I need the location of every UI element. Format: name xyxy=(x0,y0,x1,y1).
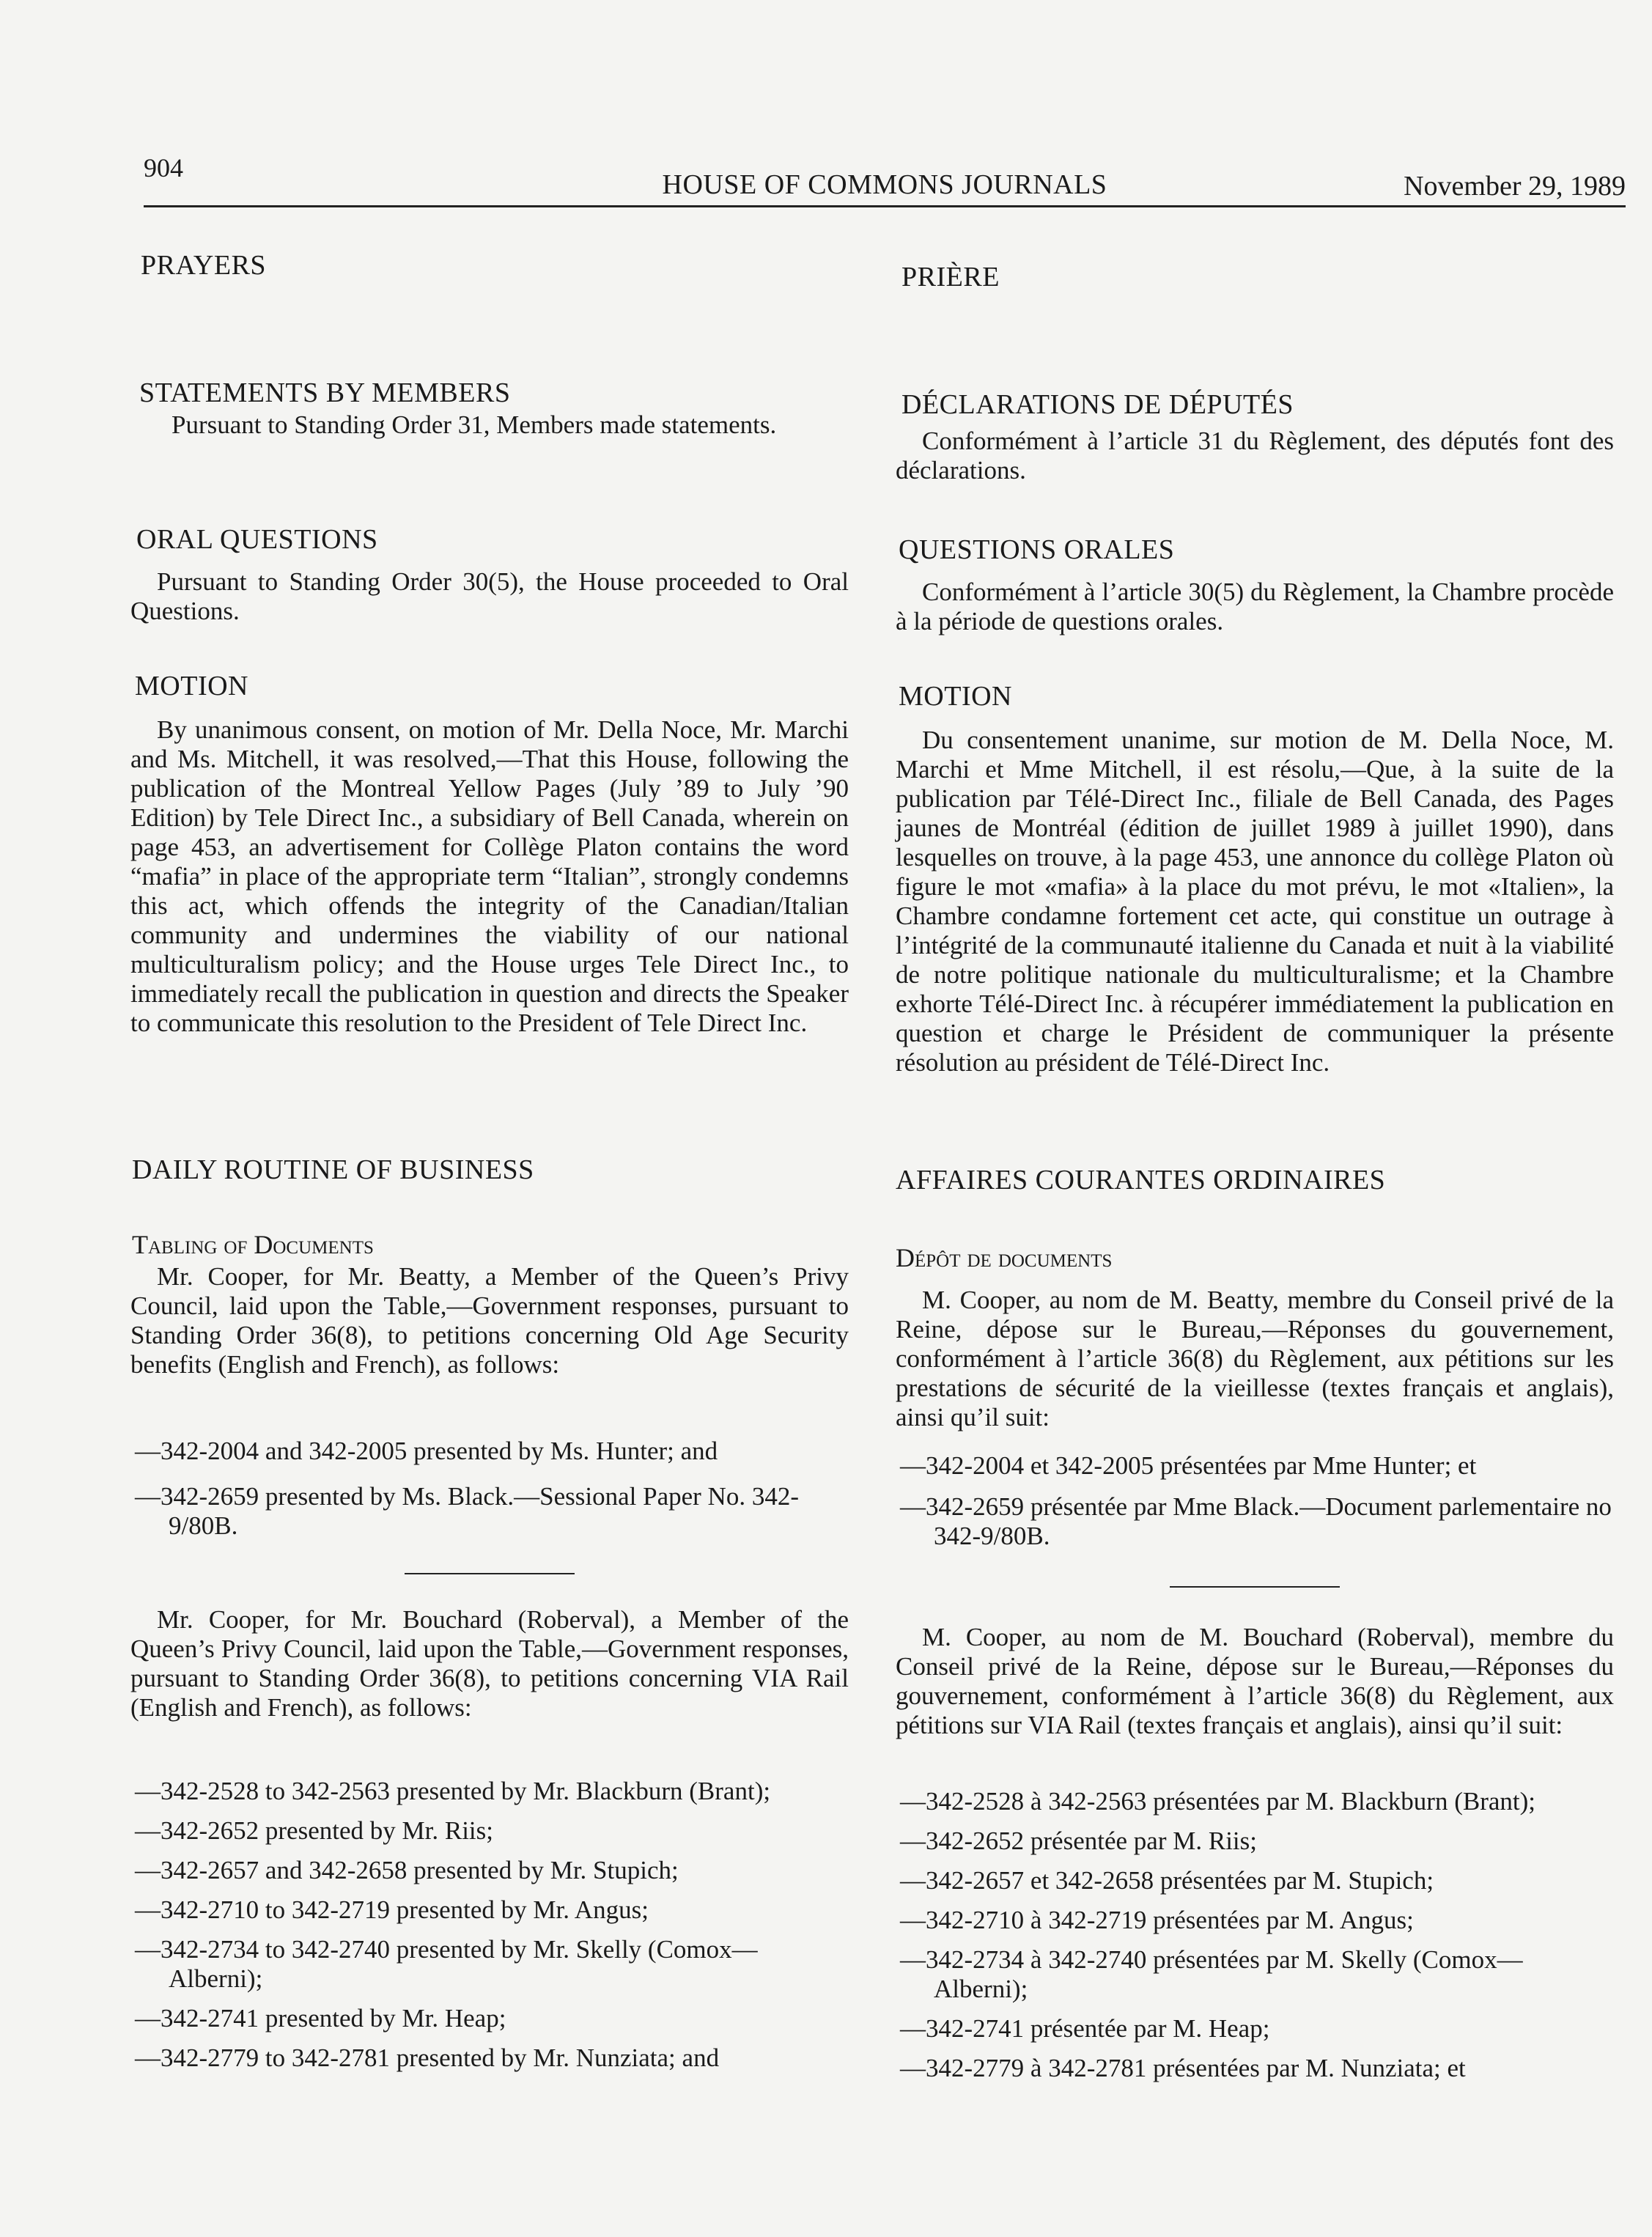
list-item: —342-2734 to 342-2740 presented by Mr. Skelly (Comox—Alberni); xyxy=(135,1935,758,1993)
tabling-section-fr xyxy=(896,1286,1614,1432)
list-item: —342-2741 presented by Mr. Heap; xyxy=(135,2004,506,2033)
statements-text: Pursuant to Standing Order 31, Members made statements. xyxy=(172,410,777,439)
list-item: —342-2528 à 342-2563 présentées par M. Blackburn (Brant); xyxy=(900,1787,1536,1816)
list-item: —342-2710 à 342-2719 présentées par M. Angus; xyxy=(900,1906,1414,1934)
tabling-text-2: Mr. Cooper, for Mr. Bouchard (Roberval), a Member of the Queen’s Privy Council, laid upon the Table,—Government responses, pursuant to Standing Order 36(8), to petitions concerning VIA Rail (English and French), as follows: xyxy=(130,1605,849,1722)
statements-heading-fr: DÉCLARATIONS DE DÉPUTÉS xyxy=(901,389,1294,420)
tabling-heading: Tabling of Documents xyxy=(132,1230,374,1259)
list-item: —342-2652 présentée par M. Riis; xyxy=(900,1827,1257,1855)
statements-text-fr: Conformément à l’article 31 du Règlement, des députés font des déclarations. xyxy=(896,427,1614,484)
list-item: —342-2004 et 342-2005 présentées par Mme Hunter; et xyxy=(900,1451,1477,1480)
oral-questions-heading-fr: QUESTIONS ORALES xyxy=(899,534,1175,565)
list-item: —342-2004 and 342-2005 presented by Ms. Hunter; and xyxy=(135,1437,718,1465)
list-item: —342-2741 présentée par M. Heap; xyxy=(900,2014,1270,2043)
motion-text: By unanimous consent, on motion of Mr. Della Noce, Mr. Marchi and Ms. Mitchell, it was resolved,—That this House, following the publication of the Montreal Yellow Pages (July ’89 to July ’90 Edition) by Tele Direct Inc., a subsidiary of Bell Canada, wherein on page 453, an advertisement for Collège Platon contains the word “mafia” in place of the appropriate term “Italian”, strongly condemns this act, which offends the integrity of the Canadian/Italian community and undermines the viability of our national multiculturalism policy; and the House urges Tele Direct Inc., to immediately recall the publication in question and directs the Speaker to communicate this resolution to the President of Tele Direct Inc. xyxy=(130,715,849,1037)
page-header xyxy=(144,147,1626,207)
daily-routine-heading-fr: AFFAIRES COURANTES ORDINAIRES xyxy=(896,1165,1386,1195)
section-divider xyxy=(130,1573,849,1574)
motion-section-fr xyxy=(896,726,1614,1077)
list-item: —342-2779 to 342-2781 presented by Mr. Nunziata; and xyxy=(135,2043,720,2072)
motion-section xyxy=(130,715,849,1038)
daily-routine-heading: DAILY ROUTINE OF BUSINESS xyxy=(132,1154,534,1185)
tabling-list-2-fr xyxy=(896,1787,1614,2083)
journal-title: HOUSE OF COMMONS JOURNALS xyxy=(662,169,1107,200)
oral-questions-section-fr xyxy=(896,578,1614,636)
oral-questions-text: Pursuant to Standing Order 30(5), the House proceeded to Oral Questions. xyxy=(130,567,849,625)
tabling-heading-fr: Dépôt de documents xyxy=(896,1243,1113,1272)
tabling-section xyxy=(130,1262,849,1379)
tabling-text-2-fr: M. Cooper, au nom de M. Bouchard (Roberval), membre du Conseil privé de la Reine, dépose sur le Bureau,—Réponses du gouvernement, conformément à l’article 36(8) du Règlement, aux pétitions sur VIA Rail (textes français et anglais), ainsi qu’il suit: xyxy=(896,1623,1614,1739)
list-item: —342-2657 and 342-2658 presented by Mr. Stupich; xyxy=(135,1856,679,1884)
statements-section xyxy=(130,410,849,440)
list-item: —342-2710 to 342-2719 presented by Mr. Angus; xyxy=(135,1895,649,1924)
prayers-heading: PRAYERS xyxy=(141,250,267,281)
oral-questions-text-fr: Conformément à l’article 30(5) du Règlement, la Chambre procède à la période de questions orales. xyxy=(896,578,1614,635)
tabling-section-2 xyxy=(130,1605,849,1722)
tabling-text-1-fr: M. Cooper, au nom de M. Beatty, membre du Conseil privé de la Reine, dépose sur le Bureau,—Réponses du gouvernement, conformément à l’article 36(8) du Règlement, aux pétitions sur les prestations de sécurité de la vieillesse (textes français et anglais), ainsi qu’il suit: xyxy=(896,1286,1614,1431)
list-item: —342-2659 présentée par Mme Black.—Document parlementaire no 342-9/80B. xyxy=(900,1492,1612,1550)
tabling-list-2 xyxy=(130,1777,849,2073)
list-item: —342-2734 à 342-2740 présentées par M. Skelly (Comox—Alberni); xyxy=(900,1945,1523,2003)
tabling-section-2-fr xyxy=(896,1623,1614,1740)
statements-section-fr xyxy=(896,427,1614,485)
statements-heading: STATEMENTS BY MEMBERS xyxy=(139,377,511,408)
tabling-list-1-fr xyxy=(896,1451,1614,1551)
motion-heading: MOTION xyxy=(135,671,248,701)
section-divider-fr xyxy=(896,1586,1614,1588)
journal-date: November 29, 1989 xyxy=(1404,171,1626,202)
tabling-text-1: Mr. Cooper, for Mr. Beatty, a Member of the Queen’s Privy Council, laid upon the Table,—Government responses, pursuant to Standing Order 36(8), to petitions concerning Old Age Security benefits (English and French), as follows: xyxy=(130,1262,849,1379)
list-item: —342-2779 à 342-2781 présentées par M. Nunziata; et xyxy=(900,2054,1466,2082)
tabling-list-1 xyxy=(130,1437,849,1541)
oral-questions-heading: ORAL QUESTIONS xyxy=(136,524,378,555)
list-item: —342-2659 presented by Ms. Black.—Sessional Paper No. 342-9/80B. xyxy=(135,1482,799,1540)
list-item: —342-2657 et 342-2658 présentées par M. Stupich; xyxy=(900,1866,1434,1895)
motion-text-fr: Du consentement unanime, sur motion de M. Della Noce, M. Marchi et Mme Mitchell, il est résolu,—Que, à la suite de la publication par Télé-Direct Inc., filiale de Bell Canada, des Pages jaunes de Montréal (édition de juillet 1989 à juillet 1990), dans lesquelles on trouve, à la page 453, une annonce du collège Platon où figure le mot «mafia» à la place du mot prévu, le mot «Italien», la Chambre condamne fortement cet acte, qui constitue un outrage à l’intégrité de la communauté italienne du Canada et nuit à la viabilité de notre politique nationale du multiculturalisme; et la Chambre exhorte Télé-Direct Inc. à récupérer immédiatement la publication en question et charge le Président de communiquer la présente résolution au président de Télé-Direct Inc. xyxy=(896,726,1614,1077)
list-item: —342-2652 presented by Mr. Riis; xyxy=(135,1816,493,1845)
oral-questions-section xyxy=(130,567,849,626)
prayers-heading-fr: PRIÈRE xyxy=(901,262,1000,292)
motion-heading-fr: MOTION xyxy=(899,681,1012,712)
page-number: 904 xyxy=(144,153,183,183)
list-item: —342-2528 to 342-2563 presented by Mr. Blackburn (Brant); xyxy=(135,1777,771,1805)
